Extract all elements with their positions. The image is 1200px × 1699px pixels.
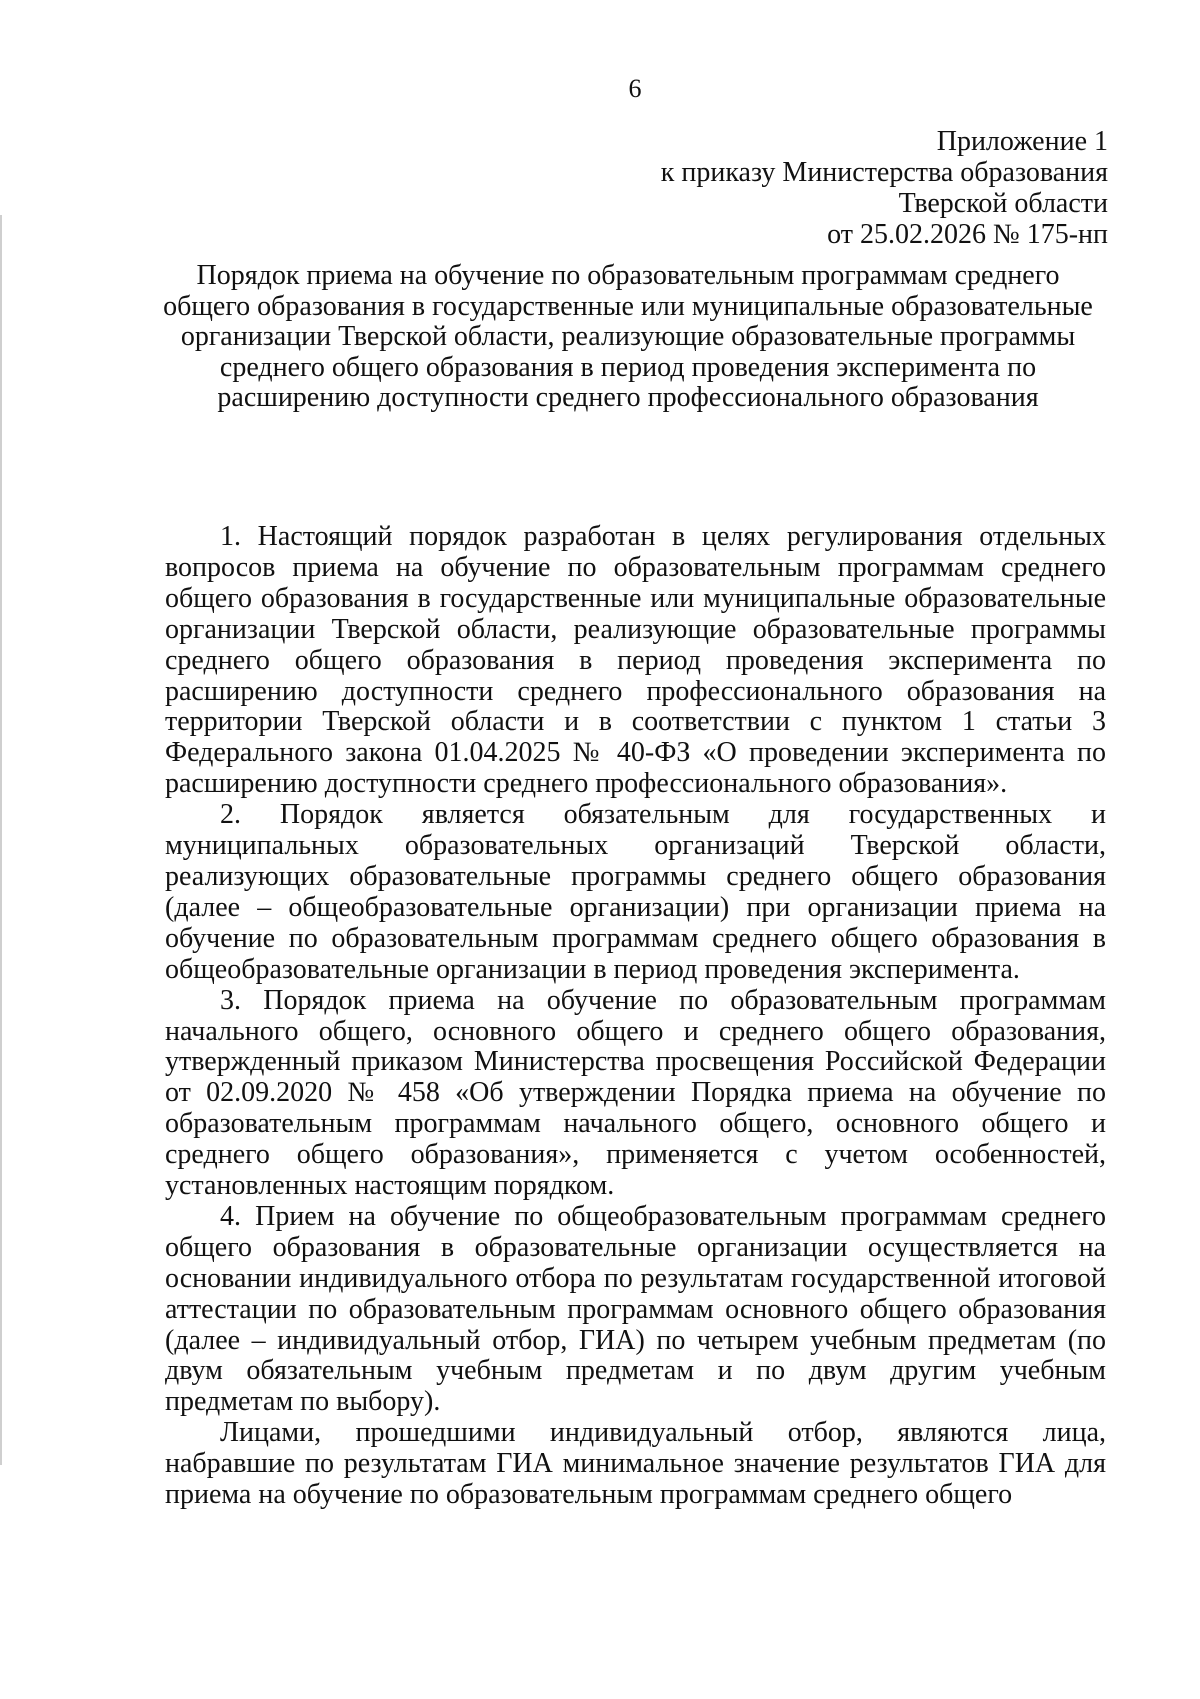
- scan-edge: [0, 215, 2, 1465]
- paragraph: 1. Настоящий порядок разработан в целях регулирования отдельных вопросов приема на обучение по образовательным программам среднего общего образования в государственные или муниципальные образовательные организации Тверской области, реализующие образовательные программы среднего общего образования в период проведения эксперимента по расширению доступности среднего профессионального образования на территории Тверской области и в соответствии с пунктом 1 статьи 3 Федерального закона 01.04.2025 № 40-ФЗ «О проведении эксперимента по расширению доступности среднего профессионального образования».: [165, 521, 1106, 800]
- page-number: 6: [628, 74, 642, 103]
- annex-block: [661, 126, 1108, 250]
- paragraph: 3. Порядок приема на обучение по образовательным программам начального общего, основного общего и среднего общего образования, утвержденный приказом Министерства просвещения Российской Федерации от 02.09.2020 № 458 «Об утверждении Порядка приема на обучение по образовательным программам начального общего, основного общего и среднего общего образования», применяется с учетом особенностей, установленных настоящим порядком.: [165, 984, 1106, 1202]
- paragraph: 2. Порядок является обязательным для государственных и муниципальных образовательных организаций Тверской области, реализующих образовательные программы среднего общего образования (далее – общеобразовательные организации) при организации приема на обучение по образовательным программам среднего общего образования в общеобразовательные организации в период проведения эксперимента.: [165, 799, 1106, 985]
- annex-line: Приложение 1: [936, 126, 1108, 157]
- annex-line: Тверской области: [898, 188, 1108, 219]
- annex-line: к приказу Министерства образования: [660, 157, 1108, 188]
- annex-line: от 25.02.2026 № 175-нп: [827, 219, 1108, 250]
- document-body: [165, 522, 1106, 1511]
- document-title: Порядок приема на обучение по образовательным программам среднего общего образования в государственные или муниципальные образовательные организации Тверской области, реализующие образовательные программы среднего общего образования в период проведения эксперимента по расширению доступности среднего профессионального образования: [163, 260, 1093, 414]
- paragraph: Лицами, прошедшими индивидуальный отбор, являются лица, набравшие по результатам ГИА минимальное значение результатов ГИА для приема на обучение по образовательным программам среднего общего: [165, 1417, 1106, 1511]
- paragraph: 4. Прием на обучение по общеобразовательным программам среднего общего образования в образовательные организации осуществляется на основании индивидуального отбора по результатам государственной итоговой аттестации по образовательным программам основного общего образования (далее – индивидуальный отбор, ГИА) по четырем учебным предметам (по двум обязательным учебным предметам и по двум другим учебным предметам по выбору).: [165, 1200, 1106, 1418]
